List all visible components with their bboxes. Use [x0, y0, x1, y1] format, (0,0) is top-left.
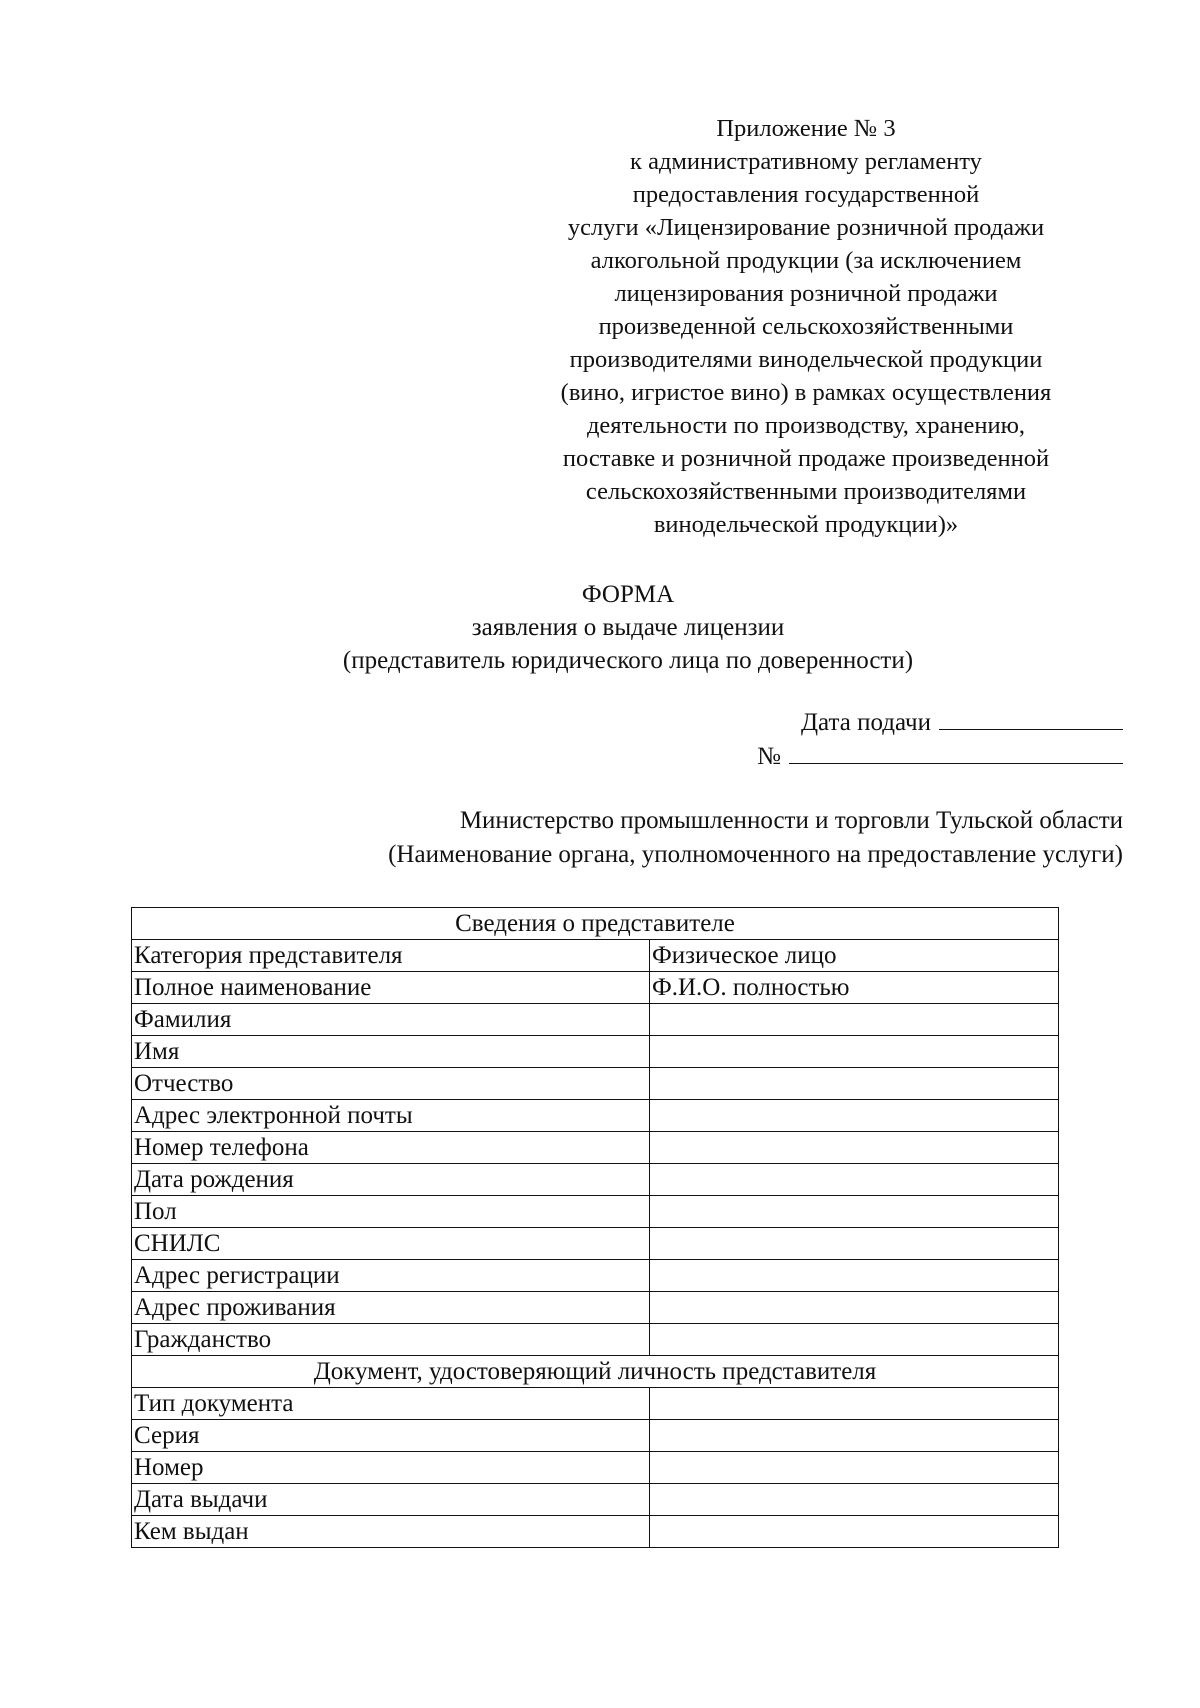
field-value[interactable]: Ф.И.О. полностью [650, 972, 1059, 1004]
table-row [132, 1260, 1059, 1292]
submission-date-line [757, 706, 1123, 740]
table-row [132, 940, 1059, 972]
submission-block [757, 706, 1123, 774]
table-row [132, 1420, 1059, 1452]
field-label: Дата выдачи [132, 1484, 650, 1516]
field-value[interactable]: Физическое лицо [650, 940, 1059, 972]
field-label: Серия [132, 1420, 650, 1452]
section-title-identity-document: Документ, удостоверяющий личность представителя [132, 1356, 1059, 1388]
appendix-line: к административному регламенту [630, 148, 982, 175]
ministry-caption: (Наименование органа, уполномоченного на предоставление услуги) [388, 841, 1123, 868]
appendix-line: Приложение № 3 [716, 115, 896, 142]
field-value[interactable] [650, 1420, 1059, 1452]
field-value[interactable] [650, 1068, 1059, 1100]
form-title: ФОРМА [581, 581, 675, 608]
section-title-representative: Сведения о представителе [132, 908, 1059, 940]
field-label: Фамилия [132, 1004, 650, 1036]
table-row [132, 1452, 1059, 1484]
field-label: Дата рождения [132, 1164, 650, 1196]
field-value[interactable] [650, 1228, 1059, 1260]
table-row [132, 1036, 1059, 1068]
table-row [132, 1484, 1059, 1516]
field-value[interactable] [650, 1196, 1059, 1228]
appendix-line: алкогольной продукции (за исключением [590, 247, 1022, 274]
table-row [132, 1388, 1059, 1420]
field-label: Кем выдан [132, 1516, 650, 1548]
field-value[interactable] [650, 1164, 1059, 1196]
field-value[interactable] [650, 1100, 1059, 1132]
field-label: Полное наименование [132, 972, 650, 1004]
submission-number-blank[interactable] [789, 741, 1123, 764]
table-row [132, 1516, 1059, 1548]
appendix-line: предоставления государственной [632, 181, 980, 208]
field-label: Отчество [132, 1068, 650, 1100]
field-value[interactable] [650, 1036, 1059, 1068]
appendix-line: поставке и розничной продаже произведенной [562, 445, 1050, 472]
appendix-line: услуги «Лицензирование розничной продажи [567, 214, 1045, 241]
appendix-line: винодельческой продукции)» [653, 511, 959, 538]
submission-number-line [757, 740, 1123, 774]
field-label: Имя [132, 1036, 650, 1068]
submission-number-label: № [757, 743, 781, 770]
field-value[interactable] [650, 1292, 1059, 1324]
table-row [132, 1164, 1059, 1196]
field-value[interactable] [650, 1260, 1059, 1292]
appendix-line: производителями винодельческой продукции [569, 346, 1043, 373]
field-value[interactable] [650, 1004, 1059, 1036]
field-value[interactable] [650, 1452, 1059, 1484]
field-label: Пол [132, 1196, 650, 1228]
form-subtitle: заявления о выдаче лицензии [471, 614, 785, 641]
field-label: Номер телефона [132, 1132, 650, 1164]
appendix-header [510, 112, 1102, 541]
field-label: Гражданство [132, 1324, 650, 1356]
appendix-line: (вино, игристое вино) в рамках осуществления [560, 379, 1052, 406]
field-label: Категория представителя [132, 940, 650, 972]
section-header-row [132, 908, 1059, 940]
appendix-line: сельскохозяйственными производителями [585, 478, 1027, 505]
field-label: Тип документа [132, 1388, 650, 1420]
table-row [132, 1228, 1059, 1260]
submission-date-label: Дата подачи [800, 709, 931, 736]
form-title-block [0, 578, 1200, 677]
field-value[interactable] [650, 1484, 1059, 1516]
field-label: Адрес электронной почты [132, 1100, 650, 1132]
appendix-line: произведенной сельскохозяйственными [598, 313, 1014, 340]
ministry-name: Министерство промышленности и торговли Тульской области [459, 807, 1123, 834]
section-header-row [132, 1356, 1059, 1388]
field-value[interactable] [650, 1324, 1059, 1356]
field-label: СНИЛС [132, 1228, 650, 1260]
appendix-line: деятельности по производству, хранению, [586, 412, 1026, 439]
table-row [132, 1004, 1059, 1036]
table-row [132, 1196, 1059, 1228]
table-row [132, 1292, 1059, 1324]
field-value[interactable] [650, 1388, 1059, 1420]
field-value[interactable] [650, 1516, 1059, 1548]
table-row [132, 1324, 1059, 1356]
form-subtitle-representative: (представитель юридического лица по доверенности) [342, 647, 914, 674]
field-value[interactable] [650, 1132, 1059, 1164]
table-row [132, 972, 1059, 1004]
table-row [132, 1100, 1059, 1132]
submission-date-blank[interactable] [939, 707, 1123, 730]
field-label: Адрес проживания [132, 1292, 650, 1324]
table-row [132, 1068, 1059, 1100]
table-row [132, 1132, 1059, 1164]
appendix-line: лицензирования розничной продажи [614, 280, 998, 307]
field-label: Адрес регистрации [132, 1260, 650, 1292]
ministry-block [388, 804, 1123, 872]
representative-table [131, 907, 1059, 1548]
field-label: Номер [132, 1452, 650, 1484]
